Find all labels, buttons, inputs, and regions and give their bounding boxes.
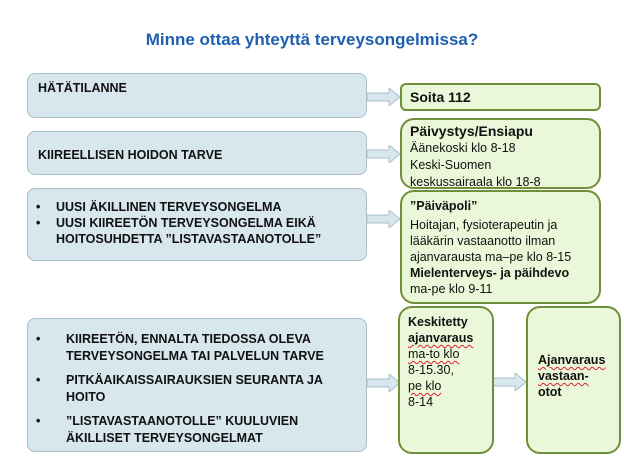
non-urgent-box <box>27 318 367 452</box>
central-booking-heading: Keskitetty <box>408 315 468 329</box>
emergency-clinic-line: Keski-Suomen <box>410 158 492 172</box>
appointments-line: otot <box>538 385 562 399</box>
day-clinic-text: Hoitajan, fysioterapeutin ja lääkärin vastaanotto ilman ajanvarausta ma–pe klo 8-15 <box>410 218 572 264</box>
arrow-right-icon <box>367 210 401 228</box>
mental-health-hours: ma-pe klo 9-11 <box>410 282 493 296</box>
arrow-right-icon <box>367 88 401 106</box>
list-item: • KIIREETÖN, ENNALTA TIEDOSSA OLEVA TERVEYSONGELMA TAI PALVELUN TARVE <box>28 331 352 365</box>
arrow-right-icon <box>367 145 401 163</box>
central-booking-line: ma-to klo <box>408 347 460 361</box>
non-urgent-list <box>28 331 352 447</box>
emergency-label: HÄTÄTILANNE <box>38 81 127 95</box>
day-clinic-box <box>400 190 601 304</box>
emergency-clinic-box <box>400 118 601 189</box>
central-booking-line: pe klo <box>408 379 442 393</box>
call-112-label: Soita 112 <box>410 89 471 105</box>
appointments-box <box>526 306 621 454</box>
new-problem-box <box>27 188 367 261</box>
arrow-right-icon <box>367 374 401 392</box>
emergency-box <box>27 73 367 118</box>
appointments-line: vastaan- <box>538 369 589 383</box>
central-booking-line: 8-14 <box>408 395 434 409</box>
emergency-clinic-line: Äänekoski klo 8-18 <box>410 141 516 155</box>
urgent-care-label: KIIREELLISEN HOIDON TARVE <box>38 148 223 162</box>
central-booking-heading: ajanvaraus <box>408 331 474 345</box>
new-problem-list <box>28 199 356 247</box>
list-item: • UUSI ÄKILLINEN TERVEYSONGELMA <box>28 199 356 215</box>
central-booking-box <box>398 306 494 454</box>
arrow-right-icon <box>493 373 527 391</box>
list-item: • PITKÄAIKAISSAIRAUKSIEN SEURANTA JA HOITO <box>28 372 352 406</box>
emergency-clinic-heading: Päivystys/Ensiapu <box>410 123 533 139</box>
list-item: • ”LISTAVASTAANOTOLLE” KUULUVIEN ÄKILLISET TERVEYSONGELMAT <box>28 413 352 447</box>
central-booking-line: 8-15.30, <box>408 363 454 377</box>
call-112-box <box>400 83 601 111</box>
mental-health-heading: Mielenterveys- ja päihdevo <box>410 266 570 280</box>
day-clinic-heading: ”Päiväpoli” <box>410 199 478 213</box>
page-title: Minne ottaa yhteyttä terveysongelmissa? <box>145 30 479 49</box>
list-item: • UUSI KIIREETÖN TERVEYSONGELMA EIKÄ HOITOSUHDETTA ”LISTAVASTAANOTOLLE” <box>28 215 356 247</box>
urgent-care-box <box>27 131 367 175</box>
appointments-line: Ajanvaraus <box>538 353 606 367</box>
emergency-clinic-line: keskussairaala klo 18-8 <box>410 175 541 189</box>
